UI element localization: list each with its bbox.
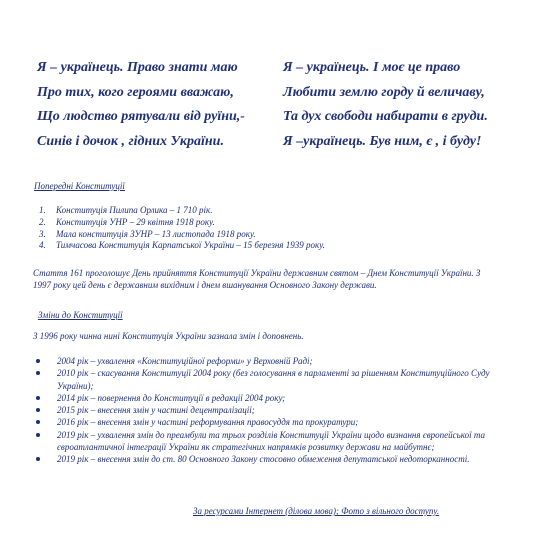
bullet-icon (36, 359, 40, 363)
list-number: 3. (39, 228, 46, 239)
list-item (36, 429, 506, 454)
list-text: 2016 рік – внесення змін у частині реформування правосуддя та прокуратури; (57, 417, 359, 428)
list-item (36, 416, 506, 428)
list-item (39, 239, 325, 251)
list-number: 2. (39, 216, 46, 227)
list-item (36, 367, 506, 392)
list-text: Конституція Пилипа Орлика – 1 710 рік. (56, 205, 213, 215)
bullet-icon (36, 457, 40, 461)
source-note: За ресурсами Інтернет (ділова мова); Фото з вільного доступу. (193, 506, 440, 516)
poem-right-column (283, 56, 488, 154)
poem-line: Я – українець. Право знати маю (37, 60, 238, 75)
constitutions-list (39, 204, 325, 251)
poem-left-column (37, 56, 245, 154)
poem-line: Синів і дочок , гідних України. (37, 133, 224, 149)
list-text: 2004 рік – ухвалення «Конституційної реформи» у Верховній Раді; (57, 356, 313, 366)
poem-line: Про тих, кого героями вважаю, (37, 84, 234, 100)
list-text: 2014 рік – повернення до Конституції в редакції 2004 року; (57, 392, 286, 403)
changes-list (36, 355, 506, 466)
list-item (39, 204, 325, 216)
article-paragraph: Стаття 161 проголошує День прийняття Конституції України державним святом – Днем Конституції України. З 1997 року цей день є державним вихідним і днем вшанування Основного Закону держави. (33, 268, 481, 291)
list-item (36, 404, 506, 416)
list-item (39, 228, 325, 240)
list-text: Конституція УНР – 29 квітня 1918 року. (56, 216, 215, 227)
poem-line: Я – українець. І моє це право (283, 60, 461, 75)
list-text: 2010 рік – скасування Конституції 2004 року (без голосування в парламенті за рішенням Конституційного Суду України); (57, 368, 490, 391)
previous-constitutions-heading: Попередні Конституції (34, 181, 125, 191)
list-number: 4. (39, 240, 46, 251)
poem-line: Любити землю горду й величаву, (283, 84, 485, 100)
poem-line: Та дух свободи набирати в груди. (283, 109, 488, 124)
list-item (36, 355, 506, 367)
changes-heading: Зміни до Конституції (38, 310, 123, 320)
list-item (36, 453, 506, 465)
list-text: 2015 рік – внесення змін у частині децентралізації; (57, 405, 255, 416)
poem-line: Я –українець. Був ним, є , і буду! (283, 133, 482, 149)
bullet-icon (36, 433, 40, 437)
bullet-icon (36, 396, 40, 400)
bullet-icon (36, 371, 40, 375)
bullet-icon (36, 408, 40, 412)
list-item (39, 216, 325, 228)
list-item (36, 392, 506, 404)
bullet-icon (36, 420, 40, 424)
poem-line: Що людство рятували від руїни,- (37, 109, 245, 124)
list-text: 2019 рік – внесення змін до ст. 80 Основного Закону стосовно обмеження депутатської недоторканності. (57, 454, 470, 465)
intro-paragraph: З 1996 року чинна нині Конституція України зазнала змін і доповнень. (33, 331, 304, 341)
list-text: Тимчасова Конституція Карпатської України – 15 березня 1939 року. (56, 240, 325, 251)
list-text: Мала конституція ЗУНР – 13 листопада 1918 року. (56, 228, 256, 239)
list-number: 1. (39, 205, 46, 215)
list-text: 2019 рік – ухвалення змін до преамбули та трьох розділів Конституції України щодо визнання європейської та євроатлантичної інтеграції України як стратегічних напрямків розвитку держави на майбутнє; (57, 429, 485, 453)
